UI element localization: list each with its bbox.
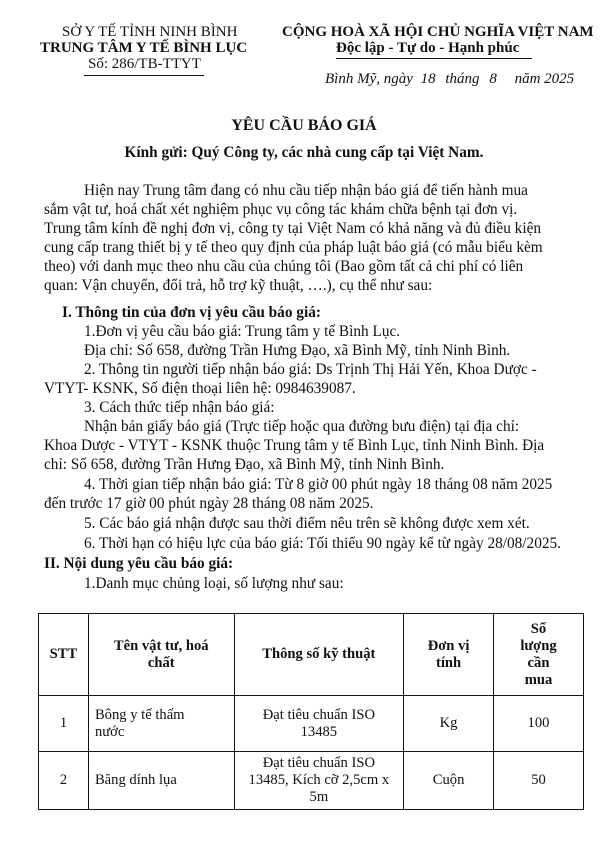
row-1-unit: Kg bbox=[404, 696, 494, 752]
intro-line-3: Trung tâm kính đề nghị đơn vị, công ty tại Việt Nam có khả năng và đủ điều kiện bbox=[44, 220, 542, 237]
section-1-line-1: 1.Đơn vị yêu cầu báo giá: Trung tâm y tế Bình Lục. bbox=[84, 323, 401, 340]
row-1-name: Bông y tế thấm nước bbox=[88, 696, 234, 752]
section-1-line-8: 6. Thời hạn có hiệu lực của báo giá: Tối thiểu 90 ngày kể từ ngày 28/08/2025. bbox=[84, 535, 561, 552]
date-month-label: tháng bbox=[445, 71, 480, 87]
intro-line-4: cung cấp trang thiết bị y tế theo quy định của pháp luật báo giá (có mẫu biểu kèm bbox=[44, 239, 543, 256]
table-row bbox=[39, 752, 584, 810]
header-unit: Đơn vị tính bbox=[404, 614, 494, 696]
center-name: TRUNG TÂM Y TẾ BÌNH LỤC bbox=[40, 40, 248, 56]
motto: Độc lập - Tự do - Hạnh phúc bbox=[336, 40, 520, 56]
goods-table bbox=[38, 613, 584, 810]
section-1-line-6a: 4. Thời gian tiếp nhận báo giá: Từ 8 giờ 00 phút ngày 18 tháng 08 năm 2025 bbox=[84, 476, 553, 493]
header-qty: Số lượng cần mua bbox=[493, 614, 583, 696]
intro-line-6: quan: Vận chuyển, đổi trả, hỗ trợ kỹ thuật, ….), cụ thể như sau: bbox=[44, 277, 433, 294]
row-1-qty: 100 bbox=[493, 696, 583, 752]
date-day: 18 bbox=[420, 71, 436, 87]
date-line bbox=[325, 71, 574, 88]
document-number: Số: 286/TB-TTYT bbox=[88, 56, 201, 72]
ministry-name: SỞ Y TẾ TỈNH NINH BÌNH bbox=[62, 24, 238, 40]
table-header-row bbox=[39, 614, 584, 696]
document-title: YÊU CẦU BÁO GIÁ bbox=[231, 117, 377, 134]
section-1-heading: I. Thông tin của đơn vị yêu cầu báo giá: bbox=[62, 304, 321, 321]
date-place: Bình Mỹ, ngày bbox=[325, 71, 413, 87]
section-1-line-4: 3. Cách thức tiếp nhận báo giá: bbox=[84, 399, 275, 416]
section-1-line-5c: chỉ: Số 658, đường Trần Hưng Đạo, xã Bình Mỹ, tỉnh Ninh Bình. bbox=[44, 456, 445, 473]
section-1-line-6b: đến trước 17 giờ 00 phút ngày 28 tháng 08 năm 2025. bbox=[44, 495, 374, 512]
header-spec: Thông số kỹ thuật bbox=[234, 614, 404, 696]
intro-line-5: theo) với danh mục theo nhu cầu của chúng tôi (Bao gồm tất cả chi phí có liên bbox=[44, 258, 524, 275]
recipient-line: Kính gửi: Quý Công ty, các nhà cung cấp tại Việt Nam. bbox=[124, 144, 484, 161]
row-2-name: Băng dính lụa bbox=[88, 752, 234, 810]
date-month: 8 bbox=[489, 71, 497, 87]
table-row bbox=[39, 696, 584, 752]
date-year: năm 2025 bbox=[514, 71, 575, 87]
section-1-line-5b: Khoa Dược - VTYT - KSNK thuộc Trung tâm y tế Bình Lục, tỉnh Ninh Bình. Địa bbox=[44, 437, 545, 454]
motto-underline bbox=[336, 58, 532, 59]
intro-line-2: sắm vật tư, hoá chất xét nghiệm phục vụ công tác khám chữa bệnh tại đơn vị. bbox=[44, 201, 518, 218]
section-1-line-3b: VTYT- KSNK, Số điện thoại liên hệ: 0984639087. bbox=[44, 380, 356, 397]
header-name: Tên vật tư, hoá chất bbox=[88, 614, 234, 696]
row-2-qty: 50 bbox=[493, 752, 583, 810]
section-2-line-1: 1.Danh mục chủng loại, số lượng như sau: bbox=[84, 575, 344, 592]
section-1-line-5a: Nhận bản giấy báo giá (Trực tiếp hoặc qua đường bưu điện) tại địa chỉ: bbox=[84, 418, 520, 435]
section-2-heading: II. Nội dung yêu cầu báo giá: bbox=[44, 555, 234, 572]
header-stt: STT bbox=[39, 614, 89, 696]
intro-line-1: Hiện nay Trung tâm đang có nhu cầu tiếp nhận báo giá để tiến hành mua bbox=[84, 182, 528, 199]
section-1-line-2: Địa chỉ: Số 658, đường Trần Hưng Đạo, xã Bình Mỹ, tỉnh Ninh Bình. bbox=[84, 342, 511, 359]
row-2-unit: Cuộn bbox=[404, 752, 494, 810]
row-1-spec: Đạt tiêu chuẩn ISO 13485 bbox=[234, 696, 404, 752]
row-2-stt: 2 bbox=[39, 752, 89, 810]
section-1-line-3a: 2. Thông tin người tiếp nhận báo giá: Ds Trịnh Thị Hải Yến, Khoa Dược - bbox=[84, 361, 537, 378]
header-left-underline bbox=[84, 75, 204, 76]
row-2-spec: Đạt tiêu chuẩn ISO 13485, Kích cỡ 2,5cm x 5m bbox=[234, 752, 404, 810]
nation-title: CỘNG HOÀ XÃ HỘI CHỦ NGHĨA VIỆT NAM bbox=[282, 24, 594, 40]
section-1-line-7: 5. Các báo giá nhận được sau thời điểm nêu trên sẽ không được xem xét. bbox=[84, 515, 530, 532]
row-1-stt: 1 bbox=[39, 696, 89, 752]
